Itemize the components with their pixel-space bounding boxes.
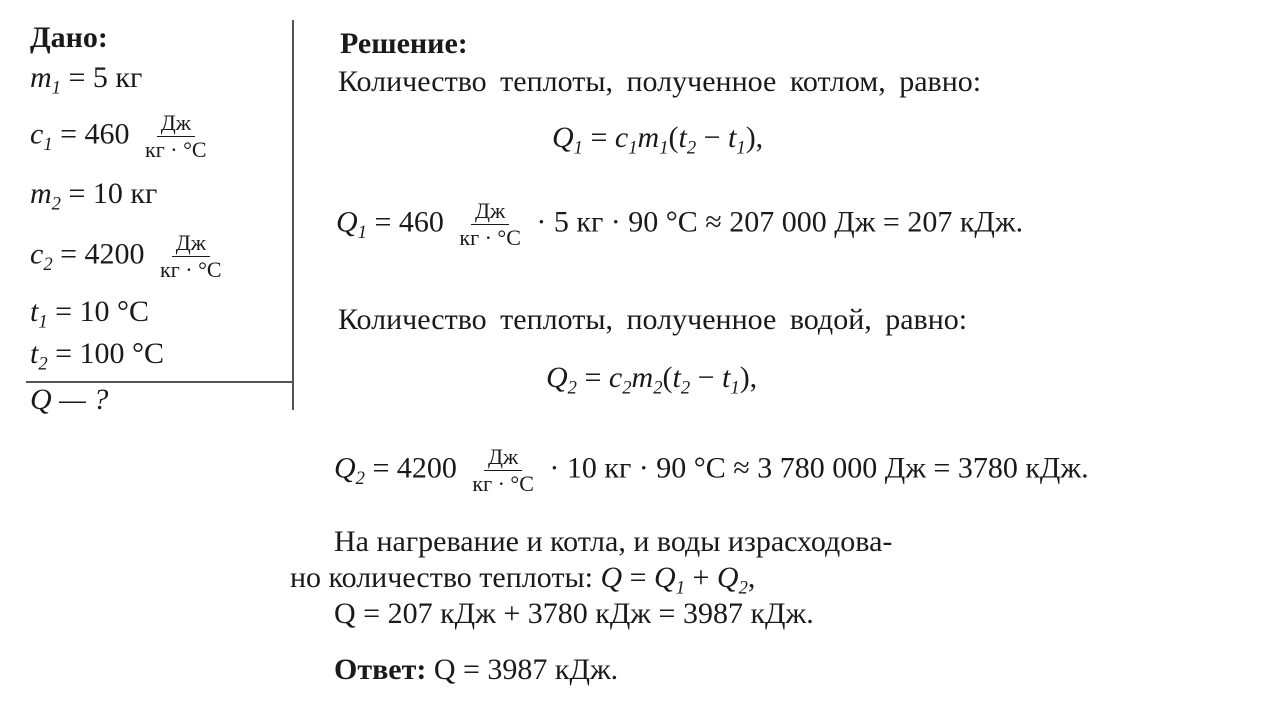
- given-t2: $t_2 = 100$ °С: [30, 337, 165, 375]
- column-divider: [292, 20, 294, 410]
- given-m2: $m_2 = 10$ кг: [30, 177, 158, 215]
- solution-line2: Количество теплоты, полученное водой, равно:: [338, 303, 968, 336]
- given-c2: $c_2 = 4200$ $\frac{Дж}{кг \cdot ^\circ С}$: [30, 232, 230, 283]
- unit-fraction: $\frac{Дж}{кг \cdot ^\circ С}$: [472, 444, 534, 496]
- para-line2: но количество теплоты: $Q = Q_1 + Q_2$,: [290, 561, 756, 599]
- given-title: Дано:: [30, 21, 108, 54]
- formula-q2: $Q_2 = c_2m_2(t_2 - t_1)$,: [546, 361, 758, 399]
- given-find: Q — ?: [30, 383, 109, 416]
- calc-q1: $Q_1 = 460$ $\frac{Дж}{кг \cdot ^\circ С}$ · 5 кг · 90 °С ≈ 207 000 Дж = 207 кДж.: [336, 198, 1024, 250]
- solution-line1: Количество теплоты, полученное котлом, равно:: [338, 65, 982, 98]
- given-t1: $t_1 = 10$ °С: [30, 295, 150, 333]
- sum-line: Q = 207 кДж + 3780 кДж = 3987 кДж.: [334, 597, 814, 630]
- given-c1: $c_1 = 460$ $\frac{Дж}{кг \cdot ^\circ С}$: [30, 112, 215, 163]
- answer: [334, 652, 618, 688]
- unit-fraction: $\frac{Дж}{кг \cdot ^\circ С}$: [145, 110, 207, 162]
- solution-title: Решение:: [340, 27, 468, 60]
- given-m1: $m_1 = 5$ кг: [30, 61, 143, 99]
- unit-fraction: $\frac{Дж}{кг \cdot ^\circ С}$: [160, 230, 222, 282]
- para-line1: На нагревание и котла, и воды израсходова-: [334, 525, 893, 558]
- calc-q2: $Q_2 = 4200$ $\frac{Дж}{кг \cdot ^\circ С}$ · 10 кг · 90 °С ≈ 3 780 000 Дж = 3780 кДж.: [334, 444, 1089, 496]
- formula-q1: $Q_1 = c_1m_1(t_2 - t_1)$,: [552, 121, 764, 159]
- answer-value: Q = 3987 кДж.: [433, 653, 619, 686]
- answer-label: Ответ:: [334, 653, 427, 686]
- unit-fraction: $\frac{Дж}{кг \cdot ^\circ С}$: [459, 198, 521, 250]
